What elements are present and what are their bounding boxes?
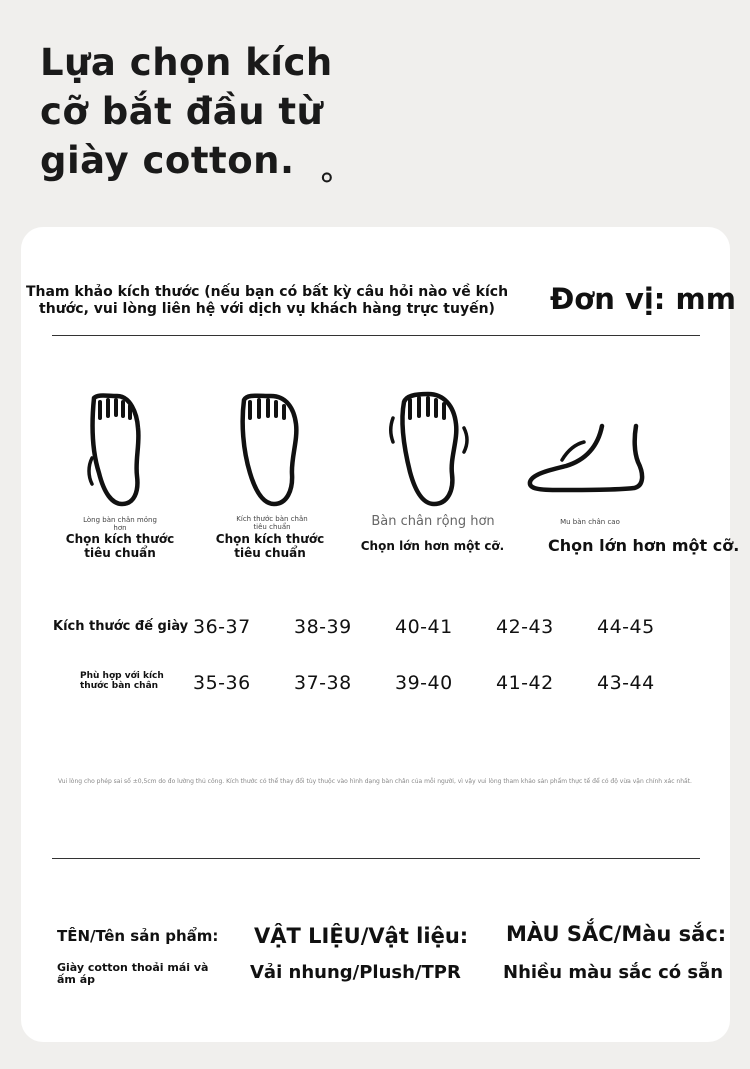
thin-foot-icon xyxy=(82,388,152,510)
material-label: VẬT LIỆU/Vật liệu: xyxy=(254,924,469,948)
foot-size-1: 35-36 xyxy=(193,672,251,694)
foot-type-3-advice: Chọn lớn hơn một cỡ. xyxy=(360,539,505,553)
row-label-foot-size: Phù hợp với kích thước bàn chân xyxy=(80,671,164,691)
high-instep-foot-icon xyxy=(526,418,646,498)
foot-type-2-small-label: Kích thước bàn chân tiêu chuẩn xyxy=(236,515,308,531)
title-line-2: cỡ bắt đầu từ xyxy=(40,90,324,133)
wide-foot-icon xyxy=(386,388,476,510)
divider-top xyxy=(52,335,700,336)
foot-type-2-advice: Chọn kích thước tiêu chuẩn xyxy=(215,532,325,560)
sole-size-5: 44-45 xyxy=(597,616,655,638)
title-line-3: giày cotton. xyxy=(40,139,295,182)
color-label: MÀU SẮC/Màu sắc: xyxy=(506,922,727,946)
row-label-sole-size: Kích thước đế giày xyxy=(53,619,189,634)
product-name-value: Giày cotton thoải mái và ấm áp xyxy=(57,961,209,986)
measurement-disclaimer: Vui lòng cho phép sai số ±0,5cm do đo lường thủ công. Kích thước có thể thay đổi tùy thuộc vào hình dạng bàn chân của mỗi người, vì vậy vui lòng tham khảo sản phẩm thực tế để có độ vừa vặn chính xác nhất. xyxy=(58,778,692,785)
sole-size-2: 38-39 xyxy=(294,616,352,638)
sole-size-3: 40-41 xyxy=(395,616,453,638)
unit-label: Đơn vị: mm xyxy=(550,282,736,316)
material-value: Vải nhung/Plush/TPR xyxy=(250,962,461,983)
size-reference-note: Tham khảo kích thước (nếu bạn có bất kỳ câu hỏi nào về kích thước, vui lòng liên hệ với dịch vụ khách hàng trực tuyến) xyxy=(25,284,509,317)
sole-size-1: 36-37 xyxy=(193,616,251,638)
sole-size-4: 42-43 xyxy=(496,616,554,638)
page-title xyxy=(40,38,333,185)
foot-size-4: 41-42 xyxy=(496,672,554,694)
product-name-label: TÊN/Tên sản phẩm: xyxy=(57,927,219,945)
color-value: Nhiều màu sắc có sẵn xyxy=(503,962,724,983)
title-line-1: Lựa chọn kích xyxy=(40,41,333,84)
title-dot: 。 xyxy=(321,149,354,187)
foot-type-1-advice: Chọn kích thước tiêu chuẩn xyxy=(65,532,175,560)
foot-type-3-small-label: Bàn chân rộng hơn xyxy=(371,514,495,529)
foot-type-4-small-label: Mu bàn chân cao xyxy=(560,518,620,526)
standard-foot-icon xyxy=(236,388,306,510)
foot-size-5: 43-44 xyxy=(597,672,655,694)
foot-size-3: 39-40 xyxy=(395,672,453,694)
foot-size-2: 37-38 xyxy=(294,672,352,694)
divider-bottom xyxy=(52,858,700,859)
foot-type-1-small-label: Lòng bàn chân mỏng hơn xyxy=(83,516,157,532)
foot-type-4-advice: Chọn lớn hơn một cỡ. xyxy=(548,536,740,555)
